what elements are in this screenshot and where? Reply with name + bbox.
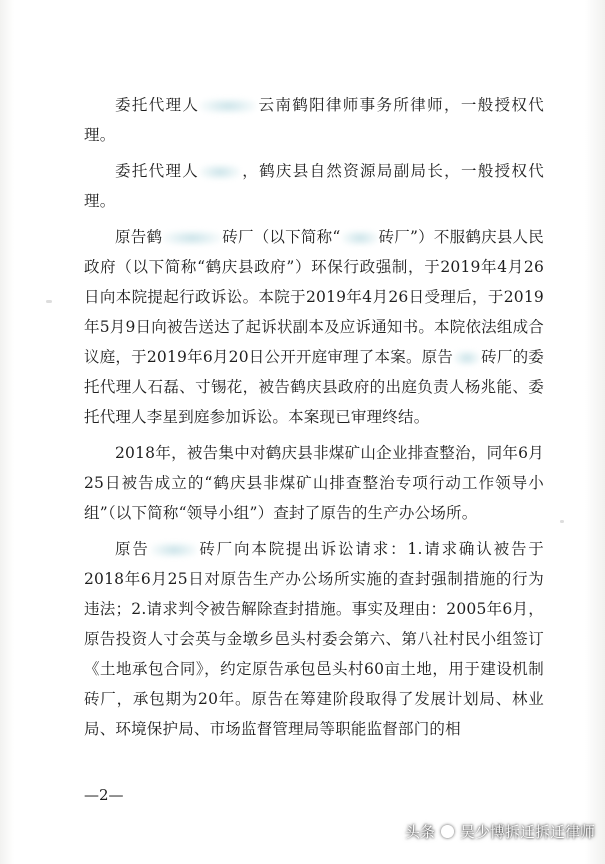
redacted-name [200,164,240,180]
scan-speck [560,520,564,523]
intro-text-3: 砖厂”）不服鹤庆县人民政府（以下简称“鹤庆县政府”）环保行政强制，于2019年4月26日向本院提起行政诉讼。本院于2019年4月26日受理后，于2019年5月9日向被告送达了起诉状副本及应诉通知书。本院依法组成合议庭，于2019年6月20日公开开庭审理了本案。原告 [84,228,544,366]
page-number: —2— [84,786,124,804]
watermark-account: 吴少博拆迁拆迁律师 [459,823,595,841]
agent-1-desc: 云南鹤阳律师事务所律师，一般授权代理。 [84,96,544,144]
agent-2-label: 委托代理人 [115,162,200,180]
redacted-name [200,98,256,114]
intro-text-4: 砖厂的委托代理人石磊、寸锡花，被告鹤庆县政府的出庭负责人杨兆能、委托代理人李星到庭参加诉讼。本案现已审理终结。 [84,348,544,426]
redacted-name [454,350,480,366]
redacted-name [342,230,378,246]
agent-1-label: 委托代理人 [115,96,200,114]
claims-text-1: 原告 [115,540,150,558]
background-text: 2018年，被告集中对鹤庆县非煤矿山企业排查整治，同年6月25日被告成立的“鹤庆县非煤矿山排查整治专项行动工作领导小组”（以下简称“领导小组”）查封了原告的生产办公场所。 [84,444,544,522]
paragraph-agent-2 [84,156,544,216]
paragraph-agent-1 [84,90,544,150]
redacted-name [151,542,197,558]
paragraph-background [84,438,544,528]
paragraph-case-intro [84,222,544,432]
agent-2-desc: ，鹤庆县自然资源局副局长，一般授权代理。 [84,162,544,210]
watermark [405,821,595,842]
intro-text-1: 原告鹤 [115,228,163,246]
at-icon [441,825,454,838]
paragraph-claims [84,534,544,744]
redacted-name [163,230,221,246]
claims-text-2: 砖厂向本院提出诉讼请求：1.请求确认被告于2018年6月25日对原告生产办公场所实施的查封强制措施的行为违法；2.请求判令被告解除查封措施。事实及理由：2005年6月，原告投资人寸会英与金墩乡邑头村委会第六、第八社村民小组签订《土地承包合同》，约定原告承包邑头村60亩土地，用于建设机制砖厂，承包期为20年。原告在筹建阶段取得了发展计划局、林业局、环境保护局、市场监督管理局等职能监督部门的相 [84,540,544,738]
intro-text-2: 砖厂（以下简称“ [222,228,341,246]
document-body [84,90,544,744]
watermark-platform: 头条 [404,823,435,841]
scan-speck [46,300,52,303]
